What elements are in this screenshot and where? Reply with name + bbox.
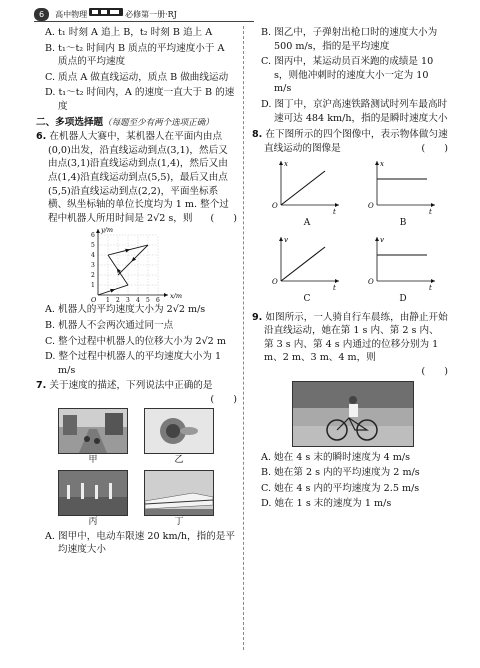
q6-x-arrow (164, 293, 168, 297)
q6-path-arrow (110, 289, 115, 293)
photo-bing-runners (58, 470, 128, 516)
q8-origin-label: O (272, 277, 278, 286)
page-number: 6 (34, 8, 49, 22)
q8-t-label: t (429, 283, 432, 292)
q8-graph-c-label: C (303, 293, 311, 304)
q6-y-tick: 5 (91, 242, 95, 250)
q8-y-label: x (380, 160, 384, 169)
q5-option-c: C. 质点 A 做直线运动，质点 B 做曲线运动 (45, 71, 229, 83)
q8-y-arrow (279, 161, 283, 165)
q5-option-d: D. t₁～t₂ 时间内，A 的速度一直大于 B 的速度 (45, 87, 235, 112)
photo-ding-label: 丁 (174, 517, 184, 528)
q6-y-tick: 3 (91, 262, 95, 270)
q6-origin-label: O (91, 296, 97, 304)
header-rule (34, 21, 254, 22)
q8-graph-a (267, 155, 347, 217)
q8-graph-d-label: D (399, 293, 407, 304)
q7-answer-paren: ( ) (210, 393, 237, 405)
q6-stem: 6. 在机器人大赛中，某机器人在平面内由点(0,0)出发，沿直线运动到点(3,1)，然后又由点(3,1)沿直线运动到点(1,4)，然后又由点(1,4)沿直线运动到点(5,5)，最后又由点(5,5)沿直线运动到点(2,2)，平面坐标系横、纵坐标轴的单位长度均为 1 m. 整个过程中机器人所用时间是 2√2 s，则 ( ) (36, 131, 237, 224)
section-2-note: （每题至少有两个选项正确） (103, 117, 214, 128)
q6-x-tick: 5 (146, 297, 150, 304)
q6-y-tick: 1 (91, 282, 95, 290)
q8-origin-label: O (368, 202, 374, 211)
right-column (252, 26, 448, 513)
q9-option-d: D. 她在 1 s 末的速度为 1 m/s (261, 498, 392, 510)
photo-jia-street (58, 408, 128, 454)
q8-y-label: v (380, 235, 384, 244)
subject-label: 高中物理 (55, 9, 88, 19)
q7-option-c: C. 图丙中，某运动员百米跑的成绩是 10 s，则他冲刺时的速度大小一定为 10 m/s (261, 56, 434, 95)
q9-answer-paren: ( ) (421, 365, 448, 377)
page-header (34, 7, 177, 22)
section-2-title: 二、多项选择题（每题至少有两个选项正确） (36, 116, 214, 128)
q7-stem: 7. 关于速度的描述，下列说法中正确的是 (36, 380, 213, 392)
q8-t-label: t (333, 283, 336, 292)
q8-graph-a-label: A (303, 218, 311, 229)
q6-y-tick: 2 (91, 272, 95, 280)
q6-y-tick: 6 (91, 232, 95, 240)
brand-logo (89, 7, 123, 22)
q8-t-arrow (431, 279, 435, 283)
q8-t-label: t (333, 208, 336, 217)
q9-option-b: B. 她在第 2 s 内的平均速度为 2 m/s (261, 467, 420, 479)
q8-graph-b-label: B (399, 218, 407, 229)
q6-coordinate-graph (80, 225, 200, 303)
q5-option-b: B. t₁～t₂ 时间内 B 质点的平均速度小于 A 质点的平均速度 (45, 42, 225, 68)
q8-y-label: x (284, 160, 288, 169)
q8-y-arrow (375, 161, 379, 165)
photo-ding-train (144, 470, 214, 516)
q7-option-b: B. 图乙中，子弹射出枪口时的速度大小为 500 m/s，指的是平均速度 (261, 27, 438, 52)
q8-t-arrow (335, 203, 339, 207)
left-column (36, 26, 237, 559)
q6-option-b: B. 机器人不会两次通过同一点 (45, 319, 174, 331)
q8-origin-label: O (272, 202, 278, 211)
column-divider (243, 26, 244, 650)
book-title: 必修第一册 (125, 9, 166, 19)
edition-label: ·RJ (165, 9, 177, 19)
q8-y-arrow (375, 237, 379, 241)
q9-option-a: A. 她在 4 s 末的瞬时速度为 4 m/s (261, 451, 411, 463)
photo-yi-bullet (144, 408, 214, 454)
q6-x-tick: 6 (156, 297, 160, 304)
q8-graph-line (281, 171, 325, 205)
q6-answer-paren: ( ) (210, 212, 237, 224)
q8-t-arrow (431, 203, 435, 207)
q6-y-arrow (96, 229, 100, 233)
q5-option-a: A. t₁ 时刻 A 追上 B，t₂ 时刻 B 追上 A (45, 27, 213, 38)
q6-y-tick: 4 (91, 252, 95, 260)
q7-option-a: A. 图甲中，电动车限速 20 km/h，指的是平均速度大小 (45, 530, 235, 556)
q6-x-tick: 1 (106, 297, 110, 304)
q9-option-c: C. 她在 4 s 内的平均速度为 2.5 m/s (261, 482, 420, 494)
q8-y-arrow (279, 237, 283, 241)
q6-x-tick: 3 (126, 297, 130, 304)
q9-stem: 9. 如图所示，一人骑自行车晨练，由静止开始沿直线运动，她在第 1 s 内、第 2 s 内、第 3 s 内、第 4 s 内通过的位移分别为 1 m、2 m、3 m、4 m，则 (252, 311, 448, 364)
q8-origin-label: O (368, 277, 374, 286)
q6-y-label: y/m (101, 226, 114, 235)
q6-option-c: C. 整个过程中机器人的位移大小为 2√2 m (45, 335, 226, 347)
q6-option-d: D. 整个过程中机器人的平均速度大小为 1 m/s (45, 351, 222, 376)
q8-graph-grid (262, 155, 448, 306)
q8-t-arrow (335, 279, 339, 283)
q8-answer-paren: ( ) (421, 142, 448, 154)
q8-graph-d (363, 231, 443, 293)
q6-x-label: x/m (170, 292, 183, 301)
q8-graph-line (281, 247, 325, 281)
q8-graph-c (267, 231, 347, 293)
q6-x-tick: 2 (116, 297, 120, 304)
q8-graph-b (363, 155, 443, 217)
photo-yi-label: 乙 (174, 455, 184, 466)
q8-t-label: t (429, 208, 432, 217)
q8-y-label: v (284, 235, 288, 244)
q8-stem: 8. 在下图所示的四个图像中，表示物体做匀速直线运动的图像是 ( ) (252, 129, 448, 154)
q7-option-d: D. 图丁中，京沪高速铁路测试时列车最高时速可达 484 km/h，指的是瞬时速度大小 (261, 98, 448, 124)
photo-cyclist (292, 381, 414, 447)
photo-bing-label: 丙 (88, 517, 98, 528)
q6-x-tick: 4 (136, 297, 140, 304)
q6-option-a: A. 机器人的平均速度大小为 2√2 m/s (45, 304, 206, 316)
photo-jia-label: 甲 (88, 455, 98, 466)
